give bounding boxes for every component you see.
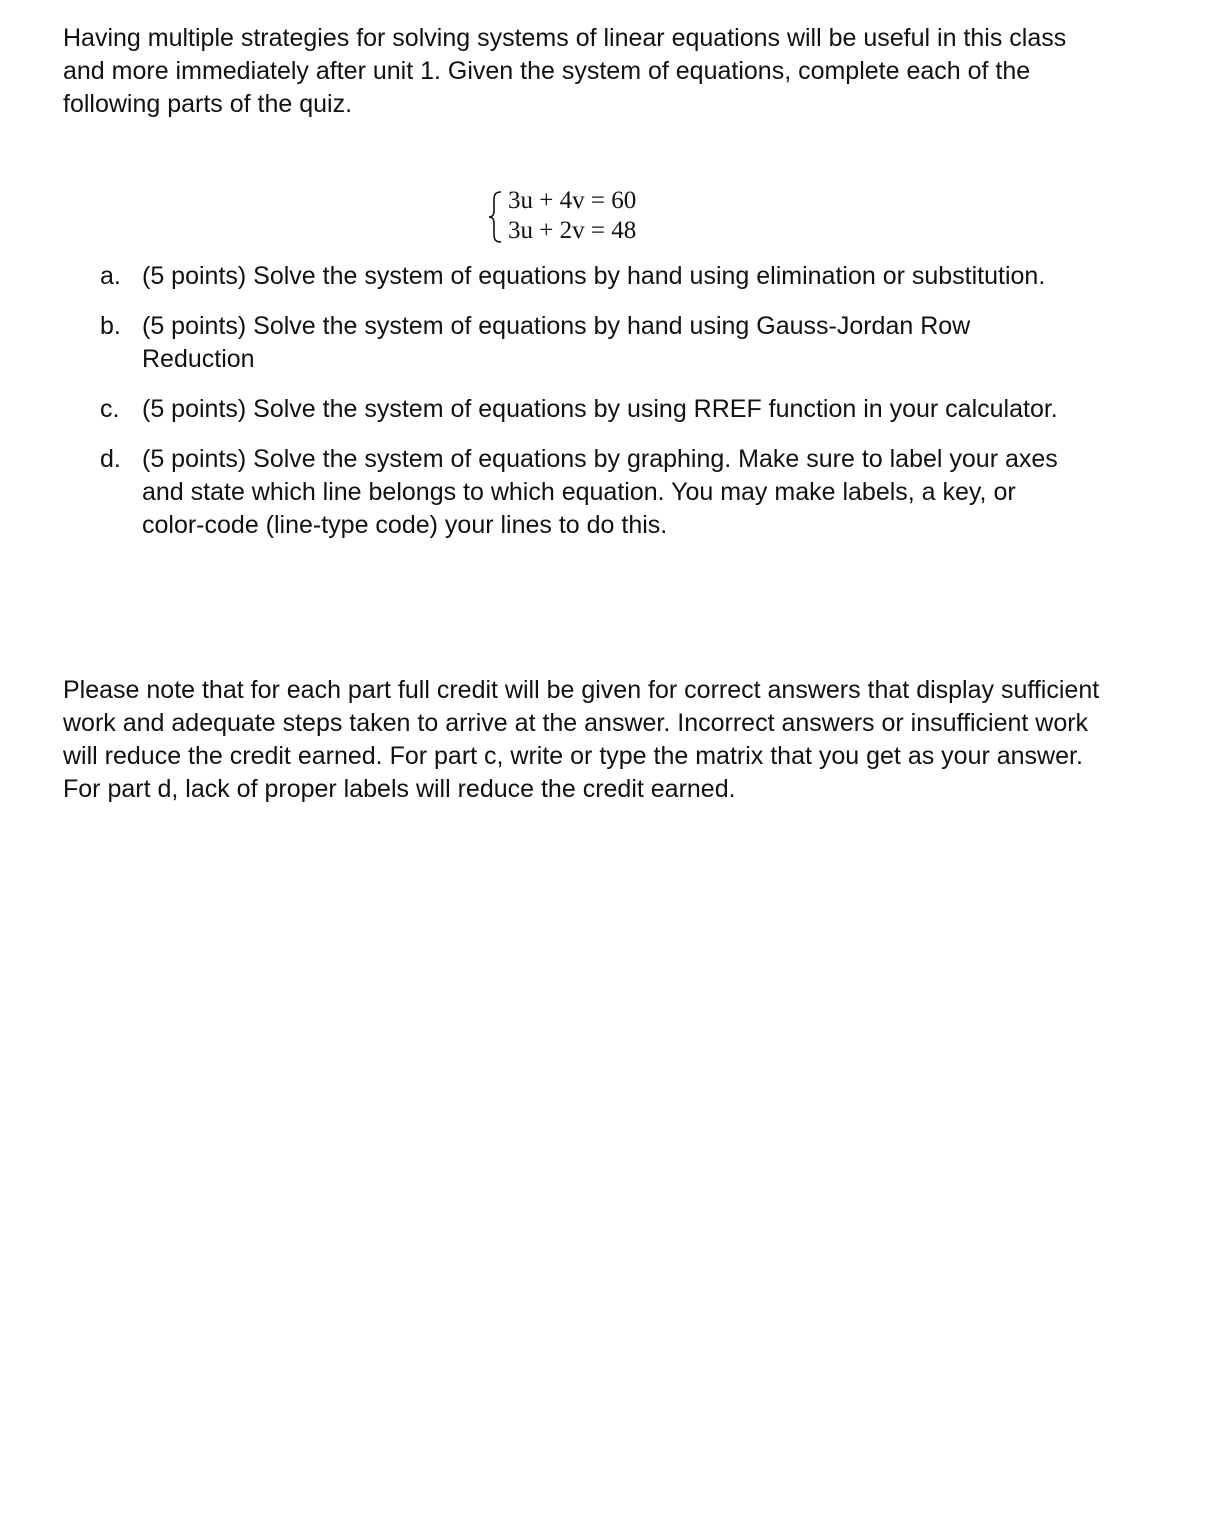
part-marker: a. xyxy=(100,262,121,290)
part-text: (5 points) Solve the system of equations by graphing. Make sure to label your axes and state which line belongs to which equation. You may make labels, a key, or color-code (line-type code) your lines to do this. xyxy=(142,445,1058,539)
quiz-part-d xyxy=(100,443,1060,542)
quiz-parts-list xyxy=(100,260,1060,559)
part-marker: d. xyxy=(100,445,121,473)
part-text: (5 points) Solve the system of equations by hand using Gauss-Jordan Row Reduction xyxy=(142,312,971,373)
left-brace-icon xyxy=(486,190,506,244)
part-marker: b. xyxy=(100,312,121,340)
part-marker: c. xyxy=(100,395,120,423)
part-text: (5 points) Solve the system of equations by using RREF function in your calculator. xyxy=(142,395,1058,423)
grading-note: Please note that for each part full credit will be given for correct answers that display sufficient work and adequate steps taken to arrive at the answer. Incorrect answers or insufficient work will reduce the credit earned. For part c, write or type the matrix that you get as your answer. For part d, lack of proper labels will reduce the credit earned. xyxy=(63,676,1100,803)
intro-paragraph: Having multiple strategies for solving systems of linear equations will be useful in this class and more immediately after unit 1. Given the system of equations, complete each of the following parts of the quiz. xyxy=(63,24,1067,118)
quiz-part-b xyxy=(100,310,1060,376)
equation-2: 3u + 2v = 48 xyxy=(508,217,637,244)
quiz-part-c xyxy=(100,393,1060,426)
equation-system xyxy=(486,186,686,248)
equation-1: 3u + 4v = 60 xyxy=(508,187,637,214)
quiz-part-a xyxy=(100,260,1060,293)
part-text: (5 points) Solve the system of equations by hand using elimination or substitution. xyxy=(142,262,1046,290)
